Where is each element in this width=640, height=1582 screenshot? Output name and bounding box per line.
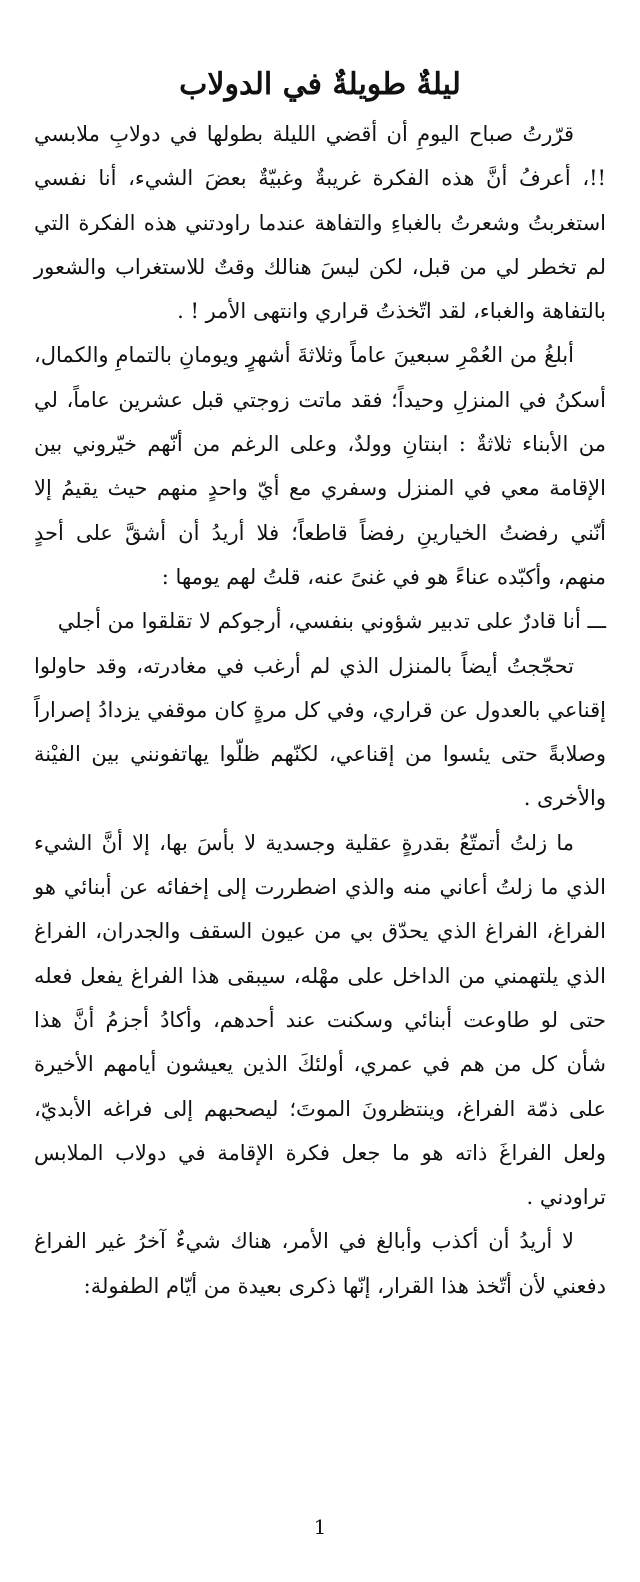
paragraph-5: ما زلتُ أتمتّعُ بقدرةٍ عقلية وجسدية لا بأسَ بها، إلا أنَّ الشيء الذي ما زلتُ أعاني منه والذي اضطررت إلى إخفائه عن أبنائي هو الفراغ، الفراغ الذي يحدّق بي من عيون السقف والجدران، الفراغ الذي يلتهمني من الداخل على مهْله، سيبقى هذا الفراغ يفعل فعله حتى لو طاوعت أبنائي وسكنت عند أحدهم، وأكادُ أجزمُ أنَّ هذا شأن كل من هم في عمري، أولئكَ الذين يعيشون أيامهم الأخيرة على ذمّة الفراغ، وينتظرونَ الموتَ؛ ليصحبهم إلى فراغه الأبديّ، ولعل الفراغَ ذاته هو ما جعل فكرة الإقامة في دولاب الملابس تراودني .: [34, 830, 606, 1210]
paragraph-3-dialogue: ـــ أنا قادرٌ على تدبير شؤوني بنفسي، أرجوكم لا تقلقوا من أجلي: [57, 609, 606, 634]
paragraph-6: لا أريدُ أن أكذب وأبالغ في الأمر، هناك شيءٌ آخرُ غير الفراغ دفعني لأن أتّخذ هذا القرار، إنّها ذكرى بعيدة من أيّام الطفولة:: [34, 1229, 606, 1298]
document-title: ليلةٌ طويلةٌ في الدولاب: [179, 67, 461, 102]
document-body: [34, 112, 606, 1308]
page-number: 1: [313, 1515, 327, 1539]
paragraph-4: تحجّجتُ أيضاً بالمنزل الذي لم أرغب في مغادرته، وقد حاولوا إقناعي بالعدول عن قراري، وفي كل مرةٍ كان موقفي يزدادُ إصراراً وصلابةً حتى يئسوا من إقناعي، لكنّهم ظلّوا يهاتفونني بين الفيْنة والأخرى .: [34, 653, 606, 811]
paragraph-2: أبلغُ من العُمْرِ سبعينَ عاماً وثلاثةَ أشهرٍ ويومانِ بالتمامِ والكمال، أسكنُ في المنزلِ وحيداً؛ فقد ماتت زوجتي قبل عشرين عاماً، لي من الأبناء ثلاثةٌ : ابنتانِ وولدٌ، وعلى الرغم من أنّهم خيّروني بين الإقامة معي في المنزل وسفري مع أيّ واحدٍ منهم حيث يقيمُ إلا أنّني رفضتُ الخيارينِ رفضاً قاطعاً؛ فلا أريدُ أن أشقَّ على أحدٍ منهم، وأكبّده عناءً هو في غنىً عنه، قلتُ لهم يومها :: [34, 343, 606, 589]
paragraph-1: قرّرتُ صباح اليومِ أن أقضي الليلة بطولها في دولابِ ملابسي !!، أعرفُ أنَّ هذه الفكرة غريبةٌ وغبيّةٌ بعضَ الشيء، أنا نفسي استغربتُ وشعرتُ بالغباءِ والتفاهة عندما راودتني هذه الفكرة التي لم تخطر لي من قبل، لكن ليسَ هنالك وقتٌ للاستغراب والشعور بالتفاهة والغباء، لقد اتّخذتُ قراري وانتهى الأمر ! .: [34, 122, 606, 324]
